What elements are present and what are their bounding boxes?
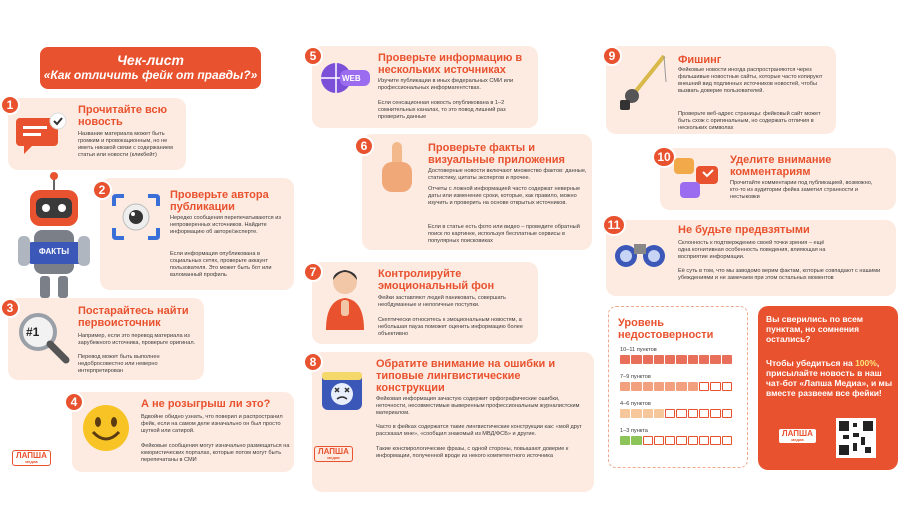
scale-segment — [643, 382, 653, 391]
scale-segment — [699, 382, 709, 391]
item-4-text: Вдвойне обидно узнать, что поверил и распространил фейк, если на самом деле изначально он был просто шуткой или сатирой. — [141, 414, 283, 434]
scale-segment — [688, 436, 698, 445]
item-8-text: Фейковая информация зачастую содержит орфографические ошибки, неточности, несовместимые выверенным профессиональным журналистским материалом. — [376, 396, 580, 416]
scale-segment — [620, 355, 630, 364]
item-2-text-2: Если информация опубликована в социальных сетях, проверьте аккаунт пользователя. Это может быть бот или взломанный профиль — [170, 251, 272, 278]
item-3-number: 3 — [0, 298, 20, 318]
item-6-text-2: Отчеты с ложной информацией часто содержат неверные даты или изменение сроки, которые, как правило, можно изучить и проверить на основе открытых источников. — [428, 186, 581, 206]
meditating-person-icon — [320, 266, 370, 332]
magnifier-icon — [16, 310, 72, 366]
scale-segment — [688, 355, 698, 364]
item-11-text: Склонность к подтверждению своей точки зрения – ещё одна когнитивная особенность поведения, влияющая на восприятие информации. — [678, 240, 826, 260]
scale-row-3-label: 4–6 пунктов — [620, 401, 651, 407]
brand-logo-cta: ЛАПША медиа — [778, 428, 817, 444]
scale-segment — [654, 436, 664, 445]
scale-segment — [654, 382, 664, 391]
magnifier-label: #1 — [26, 325, 40, 339]
item-9-number: 9 — [602, 46, 622, 66]
scale-segment — [710, 436, 720, 445]
scale-segment — [631, 382, 641, 391]
item-10-text: Прочитайте комментарии под публикацией, возможно, кто-то из аудитории фейка заметил странности и нестыковки — [730, 180, 873, 200]
item-8-text-2: Часто в фейках содержатся такие лингвистические конструкции как: «мой друг рассказал мне», «сообщил знакомый из МВД/ФСБ» и другие. — [376, 424, 582, 437]
scale-title: Уровень недостоверности — [618, 317, 714, 341]
scale-segment — [699, 436, 709, 445]
scale-row-2-bar — [620, 382, 732, 391]
item-1-text: Название материала может быть громким и провокационным, но не иметь никакой связи с содержанием статьи или новости (кликбейт) — [78, 131, 173, 158]
scale-segment — [643, 436, 653, 445]
scale-segment — [631, 355, 641, 364]
pointing-hand-icon — [374, 140, 420, 196]
item-6-text-3: Если в статье есть фото или видео – проведите обратный поиск по картинке, используя бесплатные сервисы в популярных поисковиках — [428, 224, 580, 244]
item-8-title: Обратите внимание на ошибки и типовые лингвистические конструкции — [376, 358, 556, 394]
web-badge-label: WEB — [342, 74, 361, 83]
item-6-text: Достоверные новости включают множество фактов: данные, статистику, цитаты экспертов и прочее. — [428, 168, 587, 181]
scale-row-4-bar — [620, 436, 732, 445]
item-11-text-2: Её суть в том, что мы заводомо верим фактам, которые совпадают с нашими убеждениями и не замечаем при этом остальных моментов — [678, 268, 881, 281]
scale-segment — [676, 409, 686, 418]
scale-segment — [688, 409, 698, 418]
scale-segment — [688, 382, 698, 391]
scale-segment — [722, 436, 732, 445]
item-11-title: Не будьте предвзятыми — [678, 224, 810, 236]
item-11-number: 11 — [602, 214, 626, 236]
scale-segment — [620, 382, 630, 391]
fishing-rod-icon — [614, 52, 670, 112]
item-2-title: Проверьте автора публикации — [170, 189, 269, 213]
page-title: Чек-лист — [117, 52, 184, 68]
item-5-title: Проверьте информацию в нескольких источниках — [378, 52, 523, 76]
cta-answer: Чтобы убедиться на 100%, присылайте новость в наш чат-бот «Лапша Медиа», и мы вместе развеем все фейки! — [766, 358, 893, 398]
item-9-text-2: Проверьте веб-адрес страницы: фейковый сайт может быть схож с оригинальным, но содержать отличия в нескольких символах — [678, 111, 821, 131]
comments-icon — [670, 152, 722, 204]
binoculars-icon — [614, 232, 666, 270]
cta-percent: 100% — [855, 358, 877, 368]
camera-scan-icon — [110, 192, 162, 242]
scale-segment — [676, 436, 686, 445]
item-8-number: 8 — [303, 352, 323, 372]
item-3-text-2: Перевод может быть выполнен недобросовестно или неверно интерпретирован — [78, 354, 160, 374]
item-5-text-2: Если сенсационная новость опубликована в 1–2 сомнительных каналах, то это повод лишний раз проверить данные — [378, 100, 506, 120]
qr-code-icon — [836, 418, 876, 458]
scale-segment — [665, 436, 675, 445]
scale-segment — [643, 409, 653, 418]
item-8-text-3: Такие конспирологические фразы, с одной стороны, повышают доверие к информации, полученной вроде из некого компетентного источника — [376, 446, 569, 459]
scale-segment — [665, 409, 675, 418]
scale-segment — [710, 382, 720, 391]
item-4-number: 4 — [64, 392, 84, 412]
scale-row-1-bar — [620, 355, 732, 364]
item-7-text-2: Скептически относитесь к эмоциональным новостям, а небольшая пауза поможет оценить информацию более объективно — [378, 317, 523, 337]
message-alert-icon — [14, 112, 68, 154]
item-4-title: А не розыгрыш ли это? — [141, 398, 271, 410]
item-5-number: 5 — [303, 46, 323, 66]
item-2-number: 2 — [92, 180, 112, 200]
scale-segment — [710, 409, 720, 418]
item-7-number: 7 — [303, 262, 323, 282]
item-7-title: Контролируйте эмоциональный фон — [378, 268, 495, 292]
item-9-title: Фишинг — [678, 54, 722, 66]
scale-segment — [710, 355, 720, 364]
scale-segment — [722, 382, 732, 391]
scale-segment — [620, 436, 630, 445]
scale-segment — [654, 355, 664, 364]
scale-segment — [699, 355, 709, 364]
scale-segment — [654, 409, 664, 418]
scale-segment — [643, 355, 653, 364]
item-9-text: Фейковые новости иногда распространяются через фальшивые новостные сайты, которые часто копируют внешний вид подлинных источников новостей, чтобы вызвать доверие пользователей. — [678, 67, 823, 94]
item-3-title: Постарайтесь найти первоисточник — [78, 305, 189, 329]
sad-error-icon — [318, 366, 368, 416]
scale-row-2-label: 7–9 пунктов — [620, 374, 651, 380]
scale-row-4-label: 1–3 пункта — [620, 428, 648, 434]
item-3-text: Например, если это перевод материала из зарубежного источника, проверьте оригинал. — [78, 333, 196, 346]
robot-icon — [14, 172, 94, 302]
item-5-text: Изучите публикации в иных федеральных СМИ или профессиональных информагентствах. — [378, 78, 514, 91]
item-7-text: Фейки заставляют людей паниковать, совершать необдуманные и нелогичные поступки. — [378, 295, 506, 308]
item-2-text: Нередко сообщения перепечатываются из непроверенных источников. Найдите информацию об авторе/эксперте. — [170, 215, 281, 235]
page-subtitle: «Как отличить фейк от правды?» — [43, 68, 258, 82]
item-10-number: 10 — [652, 146, 676, 168]
scale-segment — [665, 382, 675, 391]
scale-segment — [676, 382, 686, 391]
scale-segment — [699, 409, 709, 418]
scale-segment — [665, 355, 675, 364]
brand-logo-mid: ЛАПША медиа — [314, 446, 353, 462]
item-1-title: Прочитайте всю новость — [78, 104, 168, 128]
scale-row-3-bar — [620, 409, 732, 418]
scale-segment — [631, 409, 641, 418]
scale-segment — [676, 355, 686, 364]
smiley-icon — [80, 402, 132, 454]
scale-row-1-label: 10–11 пунктов — [620, 347, 657, 353]
item-6-title: Проверьте факты и визуальные приложения — [428, 142, 565, 166]
scale-segment — [620, 409, 630, 418]
scale-segment — [722, 355, 732, 364]
scale-segment — [631, 436, 641, 445]
scale-segment — [722, 409, 732, 418]
cta-question: Вы сверились по всем пунктам, но сомнения остались? — [766, 314, 864, 344]
item-10-title: Уделите внимание комментариям — [730, 154, 832, 178]
brand-logo-left: ЛАПША медиа — [12, 450, 51, 466]
item-6-number: 6 — [354, 136, 374, 156]
item-4-text-2: Фейковые сообщения могут изначально размещаться на юмористических порталах, которые потом могут быть перепечатаны в СМИ — [141, 443, 290, 463]
item-1-number: 1 — [0, 95, 20, 115]
robot-sign-label: ФАКТЫ — [38, 247, 70, 256]
header-badge — [40, 47, 261, 89]
